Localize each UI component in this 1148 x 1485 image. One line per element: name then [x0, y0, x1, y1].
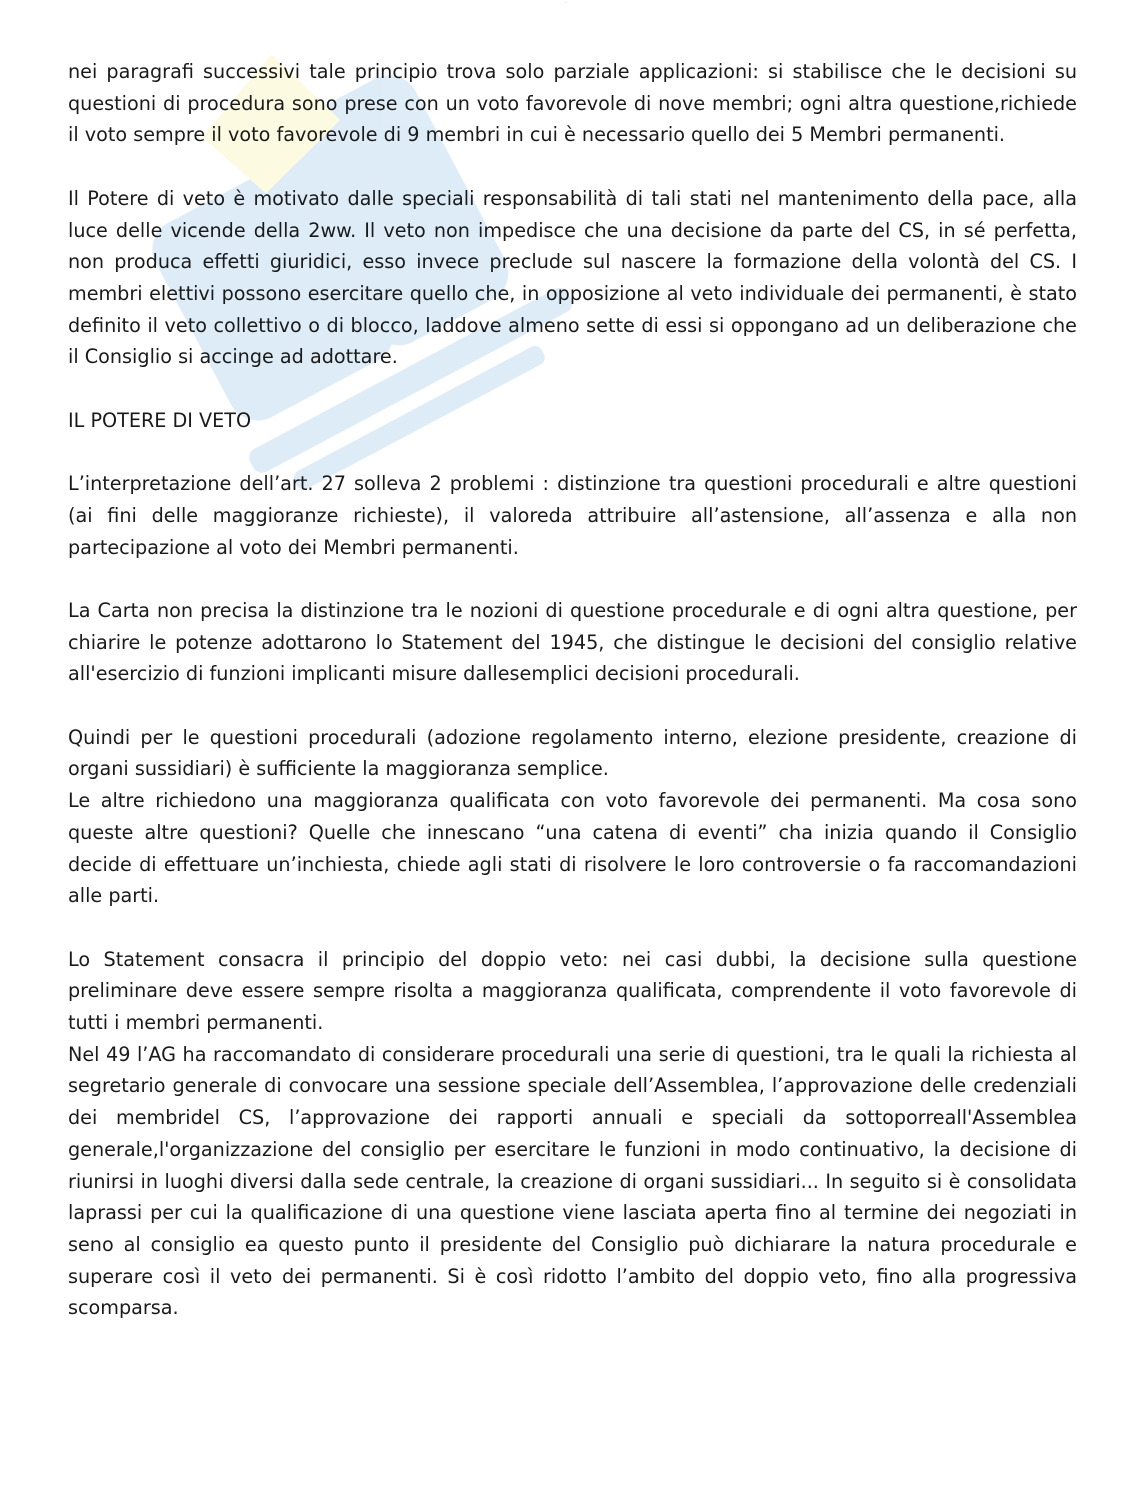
paragraph-2: Il Potere di veto è motivato dalle speciali responsabilità di tali stati nel mantenimento della pace, alla luce delle vicende della 2ww. Il veto non impedisce che una decisione da parte del CS, in sé perfetta, non produca effetti giuridici, esso invece preclude sul nascere la formazione della volontà del CS. I membri elettivi possono esercitare quello che, in opposizione al veto individuale dei permanenti, è stato definito il veto collettivo o di blocco, laddove almeno sette di essi si oppongano ad un deliberazione che il Consiglio si accinge ad adottare. — [68, 186, 1077, 369]
paragraph-7: Lo Statement consacra il principio del doppio veto: nei casi dubbi, la decisione sulla questione preliminare deve essere sempre risolta a maggioranza qualificata, comprendente il voto favorevole di tutti i membri permanenti. — [68, 947, 1077, 1034]
paragraph-8: Nel 49 l’AG ha raccomandato di considerare procedurali una serie di questioni, tra le quali la richiesta al segretario generale di convocare una sessione speciale dell’Assemblea, l’approvazione delle credenziali dei membridel CS, l’approvazione dei rapporti annuali e speciali da sottoporreall'Assemblea generale,l'organizzazione del consiglio per esercitare le funzioni in modo continuativo, la decisione di riunirsi in luoghi diversi dalla sede centrale, la creazione di organi sussidiari... In seguito si è consolidata laprassi per cui la qualificazione di una questione viene lasciata aperta fino al termine dei negoziati in seno al consiglio ea questo punto il presidente del Consiglio può dichiarare la natura procedurale e superare così il veto dei permanenti. Si è così ridotto l’ambito del doppio veto, fino alla progressiva scomparsa. — [68, 1042, 1077, 1320]
section-heading: IL POTERE DI VETO — [68, 408, 252, 432]
paragraph-3: L’interpretazione dell’art. 27 solleva 2 problemi : distinzione tra questioni procedurali e altre questioni (ai fini delle maggioranze richieste), il valoreda attribuire all’astensione, all’assenza e alla non partecipazione al voto dei Membri permanenti. — [68, 472, 1077, 559]
paragraph-1: nei paragrafi successivi tale principio trova solo parziale applicazioni: si stabilisce che le decisioni su questioni di procedura sono prese con un voto favorevole di nove membri; ogni altra questione,richiede il voto sempre il voto favorevole di 9 membri in cui è necessario quello dei 5 Membri permanenti. — [68, 60, 1077, 147]
page-mark: · — [565, 0, 567, 7]
document-body — [68, 56, 1077, 1324]
paragraph-4: La Carta non precisa la distinzione tra le nozioni di questione procedurale e di ogni altra questione, per chiarire le potenze adottarono lo Statement del 1945, che distingue le decisioni del consiglio relative all'esercizio di funzioni implicanti misure dallesemplici decisioni procedurali. — [68, 598, 1077, 686]
paragraph-6: Le altre richiedono una maggioranza qualificata con voto favorevole dei permanenti. Ma cosa sono queste altre questioni? Quelle che innescano “una catena di eventi” cha inizia quando il Consiglio decide di effettuare un’inchiesta, chiede agli stati di risolvere le loro controversie o fa raccomandazioni alle parti. — [68, 789, 1077, 908]
paragraph-5: Quindi per le questioni procedurali (adozione regolamento interno, elezione presidente, creazione di organi sussidiari) è sufficiente la maggioranza semplice. — [68, 725, 1077, 781]
